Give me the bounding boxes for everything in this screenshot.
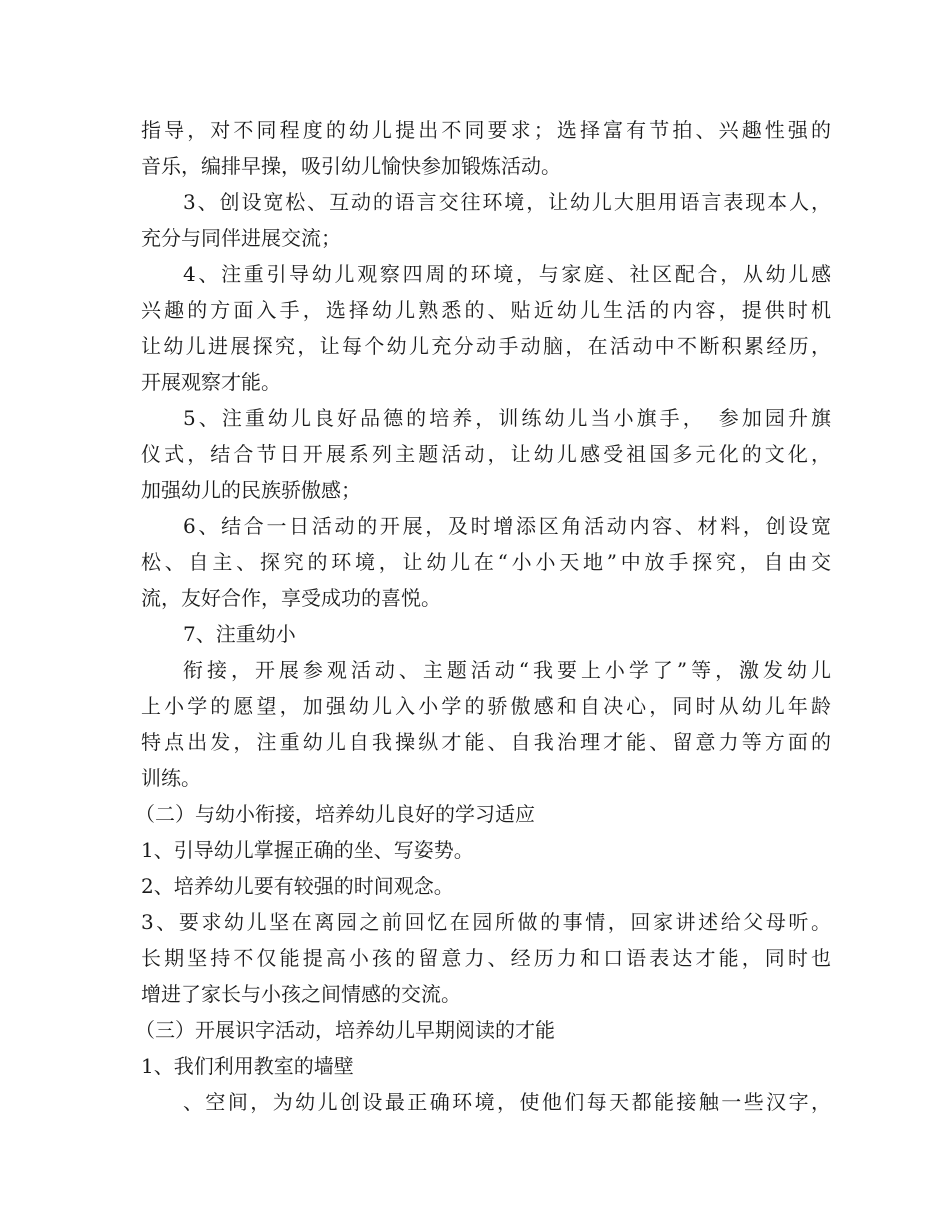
paragraph-line: 增进了家长与小孩之间情感的交流。 xyxy=(141,982,461,1006)
paragraph-line: 松、自主、探究的环境，让幼儿在“小小天地”中放手探究，自由交 xyxy=(141,550,831,574)
paragraph-line: 开展观察才能。 xyxy=(141,370,281,394)
paragraph-line: 、空间，为幼儿创设最正确环境，使他们每天都能接触一些汉字， xyxy=(183,1090,831,1114)
section-heading: （二）与幼小衔接，培养幼儿良好的学习适应 xyxy=(135,802,535,826)
paragraph-line: 5、注重幼儿良好品德的培养，训练幼儿当小旗手， 参加园升旗 xyxy=(183,406,831,430)
paragraph-line: 长期坚持不仅能提高小孩的留意力、经历力和口语表达才能，同时也 xyxy=(141,946,831,970)
paragraph-line: 训练。 xyxy=(141,766,201,790)
list-item: 1、我们利用教室的墙壁 xyxy=(141,1054,354,1078)
paragraph-line: 4、注重引导幼儿观察四周的环境，与家庭、社区配合，从幼儿感 xyxy=(183,262,831,286)
paragraph-line: 仪式，结合节日开展系列主题活动，让幼儿感受祖国多元化的文化， xyxy=(141,442,831,466)
list-item: 1、引导幼儿掌握正确的坐、写姿势。 xyxy=(141,838,474,862)
list-item: 3、要求幼儿坚在离园之前回忆在园所做的事情，回家讲述给父母听。 xyxy=(141,910,831,934)
paragraph-line: 流，友好合作，享受成功的喜悦。 xyxy=(141,586,441,610)
paragraph-line: 上小学的愿望，加强幼儿入小学的骄傲感和自决心，同时从幼儿年龄 xyxy=(141,694,831,718)
paragraph-line: 加强幼儿的民族骄傲感； xyxy=(141,478,361,502)
paragraph-line: 充分与同伴进展交流； xyxy=(141,226,341,250)
paragraph-line: 衔接，开展参观活动、主题活动“我要上小学了”等，激发幼儿 xyxy=(183,658,831,682)
section-heading: （三）开展识字活动，培养幼儿早期阅读的才能 xyxy=(135,1018,555,1042)
paragraph-line: 音乐，编排早操，吸引幼儿愉快参加锻炼活动。 xyxy=(141,154,561,178)
paragraph-line: 指导，对不同程度的幼儿提出不同要求；选择富有节拍、兴趣性强的 xyxy=(141,118,831,142)
paragraph-line: 特点出发，注重幼儿自我操纵才能、自我治理才能、留意力等方面的 xyxy=(141,730,831,754)
paragraph-line: 6、结合一日活动的开展，及时增添区角活动内容、材料，创设宽 xyxy=(183,514,831,538)
paragraph-line: 7、注重幼小 xyxy=(183,622,296,646)
paragraph-line: 3、创设宽松、互动的语言交往环境，让幼儿大胆用语言表现本人， xyxy=(183,190,831,214)
paragraph-line: 让幼儿进展探究，让每个幼儿充分动手动脑，在活动中不断积累经历， xyxy=(141,334,831,358)
document-body xyxy=(135,112,831,1120)
paragraph-line: 兴趣的方面入手，选择幼儿熟悉的、贴近幼儿生活的内容，提供时机 xyxy=(141,298,831,322)
list-item: 2、培养幼儿要有较强的时间观念。 xyxy=(141,874,454,898)
